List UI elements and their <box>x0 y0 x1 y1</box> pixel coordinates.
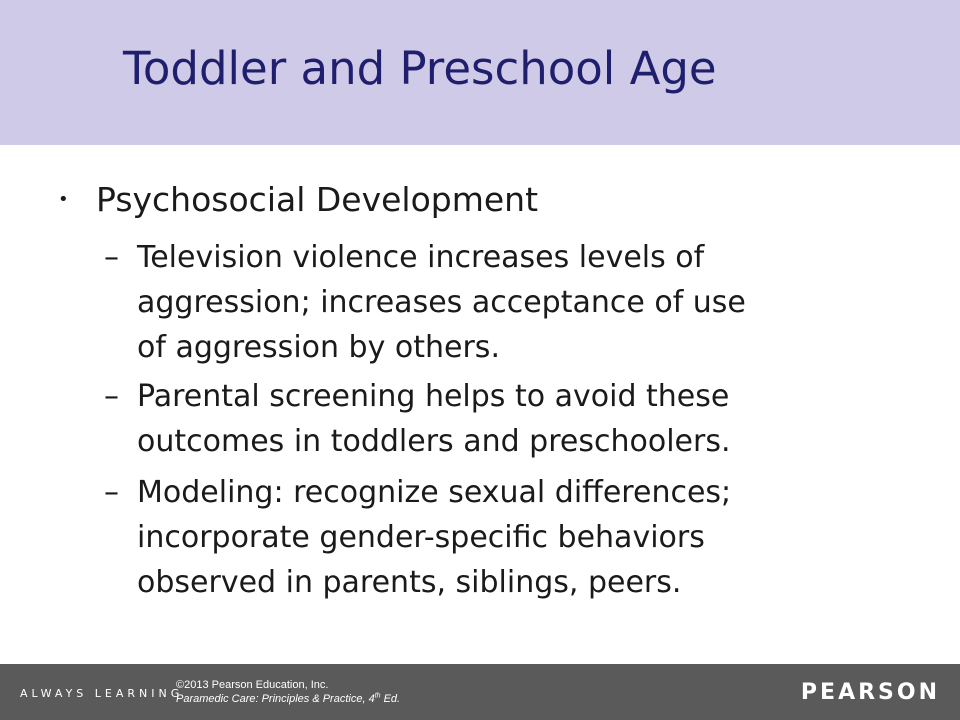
bullet-marker: • <box>58 189 69 210</box>
sub-bullet-marker: – <box>104 379 119 414</box>
book-citation <box>176 692 400 706</box>
slide-title: Toddler and Preschool Age <box>123 42 717 95</box>
sub-bullet-line: aggression; increases acceptance of use <box>137 285 746 320</box>
footer-bar <box>0 664 960 720</box>
bullet-text: Psychosocial Development <box>96 180 539 219</box>
book-title: Paramedic Care: Principles & Practice, 4 <box>176 693 375 705</box>
sub-bullet-line: of aggression by others. <box>137 330 500 365</box>
sub-bullet-marker: – <box>104 240 119 275</box>
edition-label: Ed. <box>380 693 401 705</box>
sub-bullet-text <box>137 470 897 605</box>
sub-bullet-marker: – <box>104 475 119 510</box>
sub-bullet-text <box>137 235 897 370</box>
always-learning-tagline: ALWAYS LEARNING <box>20 687 184 700</box>
sub-bullet-line: Modeling: recognize sexual differences; <box>137 475 732 510</box>
sub-bullet-line: observed in parents, siblings, peers. <box>137 565 682 600</box>
sub-bullet-text <box>137 374 897 464</box>
sub-bullet-line: incorporate gender-specific behaviors <box>137 520 705 555</box>
copyright-line: ©2013 Pearson Education, Inc. <box>176 679 329 691</box>
sub-bullet-line: outcomes in toddlers and preschoolers. <box>137 424 731 459</box>
sub-bullet-line: Parental screening helps to avoid these <box>137 379 730 414</box>
sub-bullet-line: Television violence increases levels of <box>137 240 705 275</box>
pearson-logo: PEARSON <box>800 680 940 705</box>
copyright-notice <box>176 678 400 706</box>
edition-suffix: th <box>374 692 381 700</box>
